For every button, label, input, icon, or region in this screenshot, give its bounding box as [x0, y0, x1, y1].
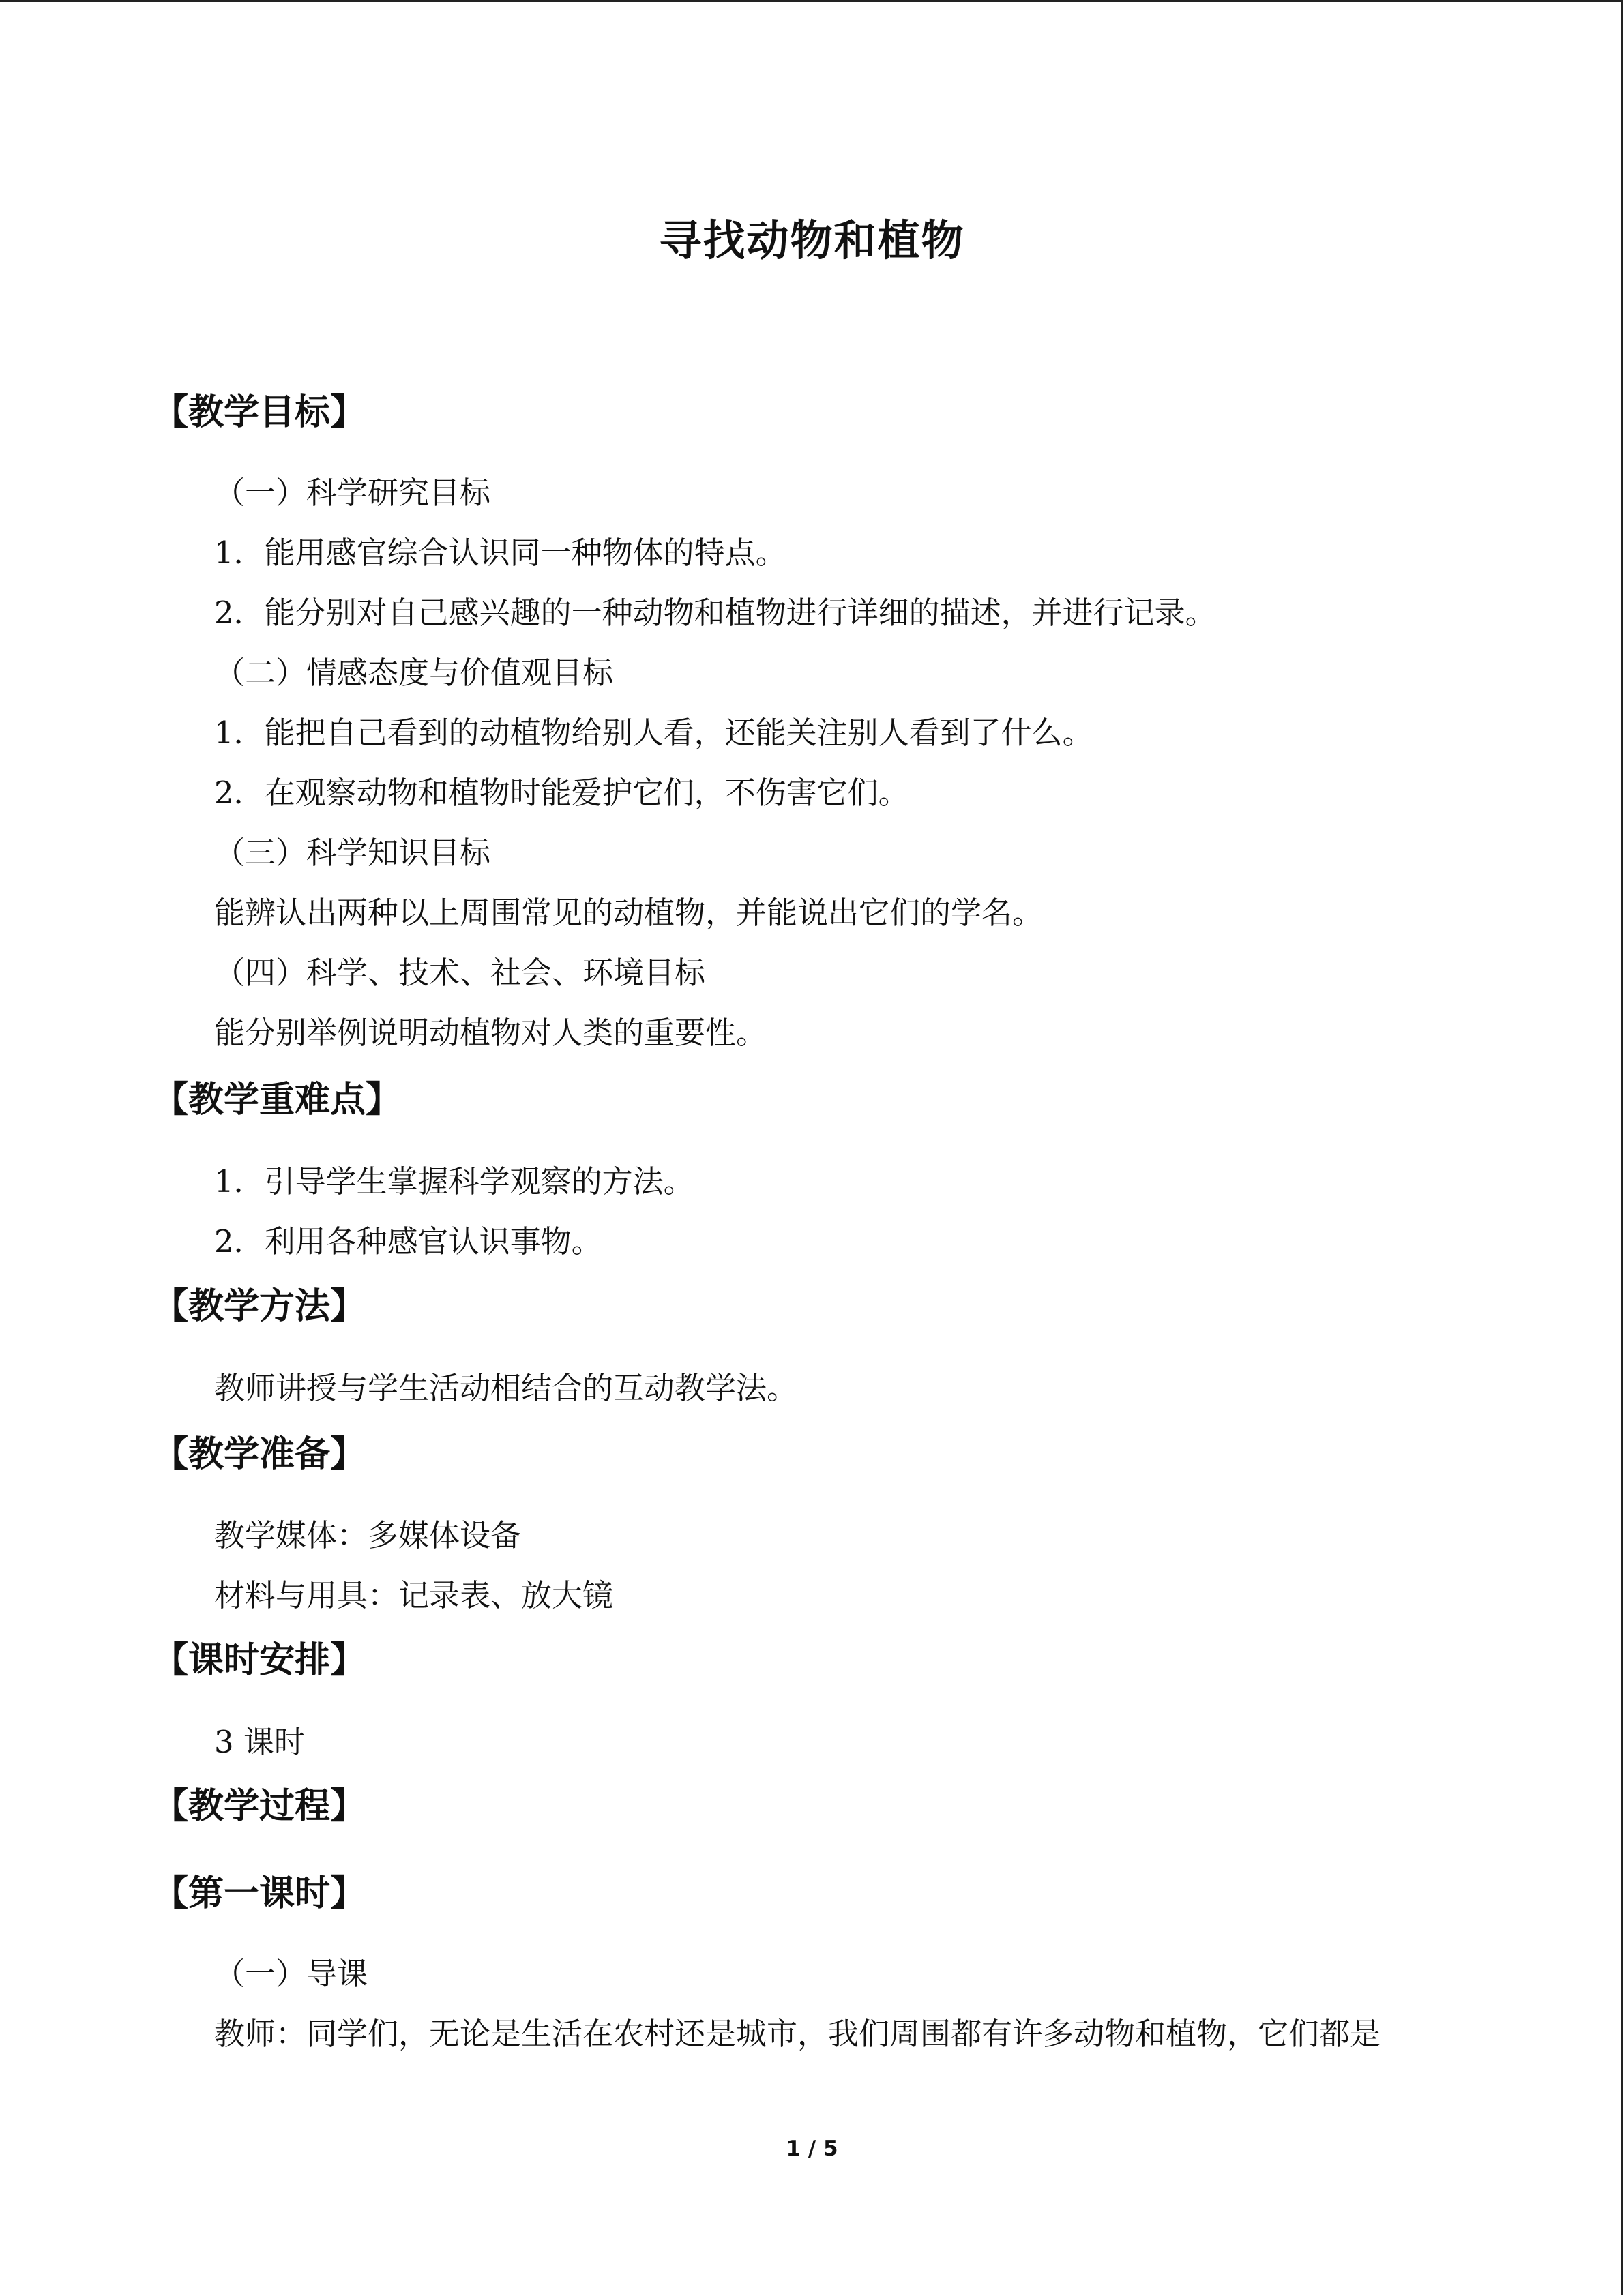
body-line: 教学媒体：多媒体设备	[214, 1517, 522, 1553]
section-heading-objectives: 【教学目标】	[153, 392, 366, 433]
section-heading-schedule: 【课时安排】	[153, 1640, 366, 1681]
body-line: （一）导课	[214, 1956, 368, 1992]
body-line: 2．在观察动物和植物时能爱护它们，不伤害它们。	[214, 775, 909, 811]
body-line: 材料与用具：记录表、放大镜	[214, 1577, 614, 1613]
body-line: 3 课时	[214, 1724, 305, 1760]
section-heading-preparation: 【教学准备】	[153, 1434, 366, 1475]
document-title: 寻找动物和植物	[659, 215, 965, 265]
body-line: 能分别举例说明动植物对人类的重要性。	[214, 1015, 767, 1051]
section-heading-methods: 【教学方法】	[153, 1286, 366, 1327]
body-line: 2．利用各种感官认识事物。	[214, 1223, 602, 1259]
body-line: 2．能分别对自己感兴趣的一种动物和植物进行详细的描述，并进行记录。	[214, 595, 1216, 631]
body-line: （一）科学研究目标	[214, 475, 491, 511]
body-line: 1．能把自己看到的动植物给别人看，还能关注别人看到了什么。	[214, 715, 1093, 751]
body-line: 教师讲授与学生活动相结合的互动教学法。	[214, 1370, 798, 1406]
body-line: （四）科学、技术、社会、环境目标	[214, 955, 706, 991]
section-heading-key-points: 【教学重难点】	[153, 1079, 402, 1120]
body-line: 能辨认出两种以上周围常见的动植物，并能说出它们的学名。	[214, 895, 1044, 931]
body-line: 1．能用感官综合认识同一种物体的特点。	[214, 535, 786, 571]
page-number: 1 / 5	[786, 2136, 838, 2161]
section-heading-process: 【教学过程】	[153, 1786, 366, 1827]
section-heading-first-lesson: 【第一课时】	[153, 1873, 366, 1914]
body-line: （三）科学知识目标	[214, 835, 491, 871]
body-line: 教师：同学们，无论是生活在农村还是城市，我们周围都有许多动物和植物，它们都是	[214, 2016, 1381, 2052]
body-line: 1．引导学生掌握科学观察的方法。	[214, 1163, 694, 1199]
body-line: （二）情感态度与价值观目标	[214, 655, 614, 691]
